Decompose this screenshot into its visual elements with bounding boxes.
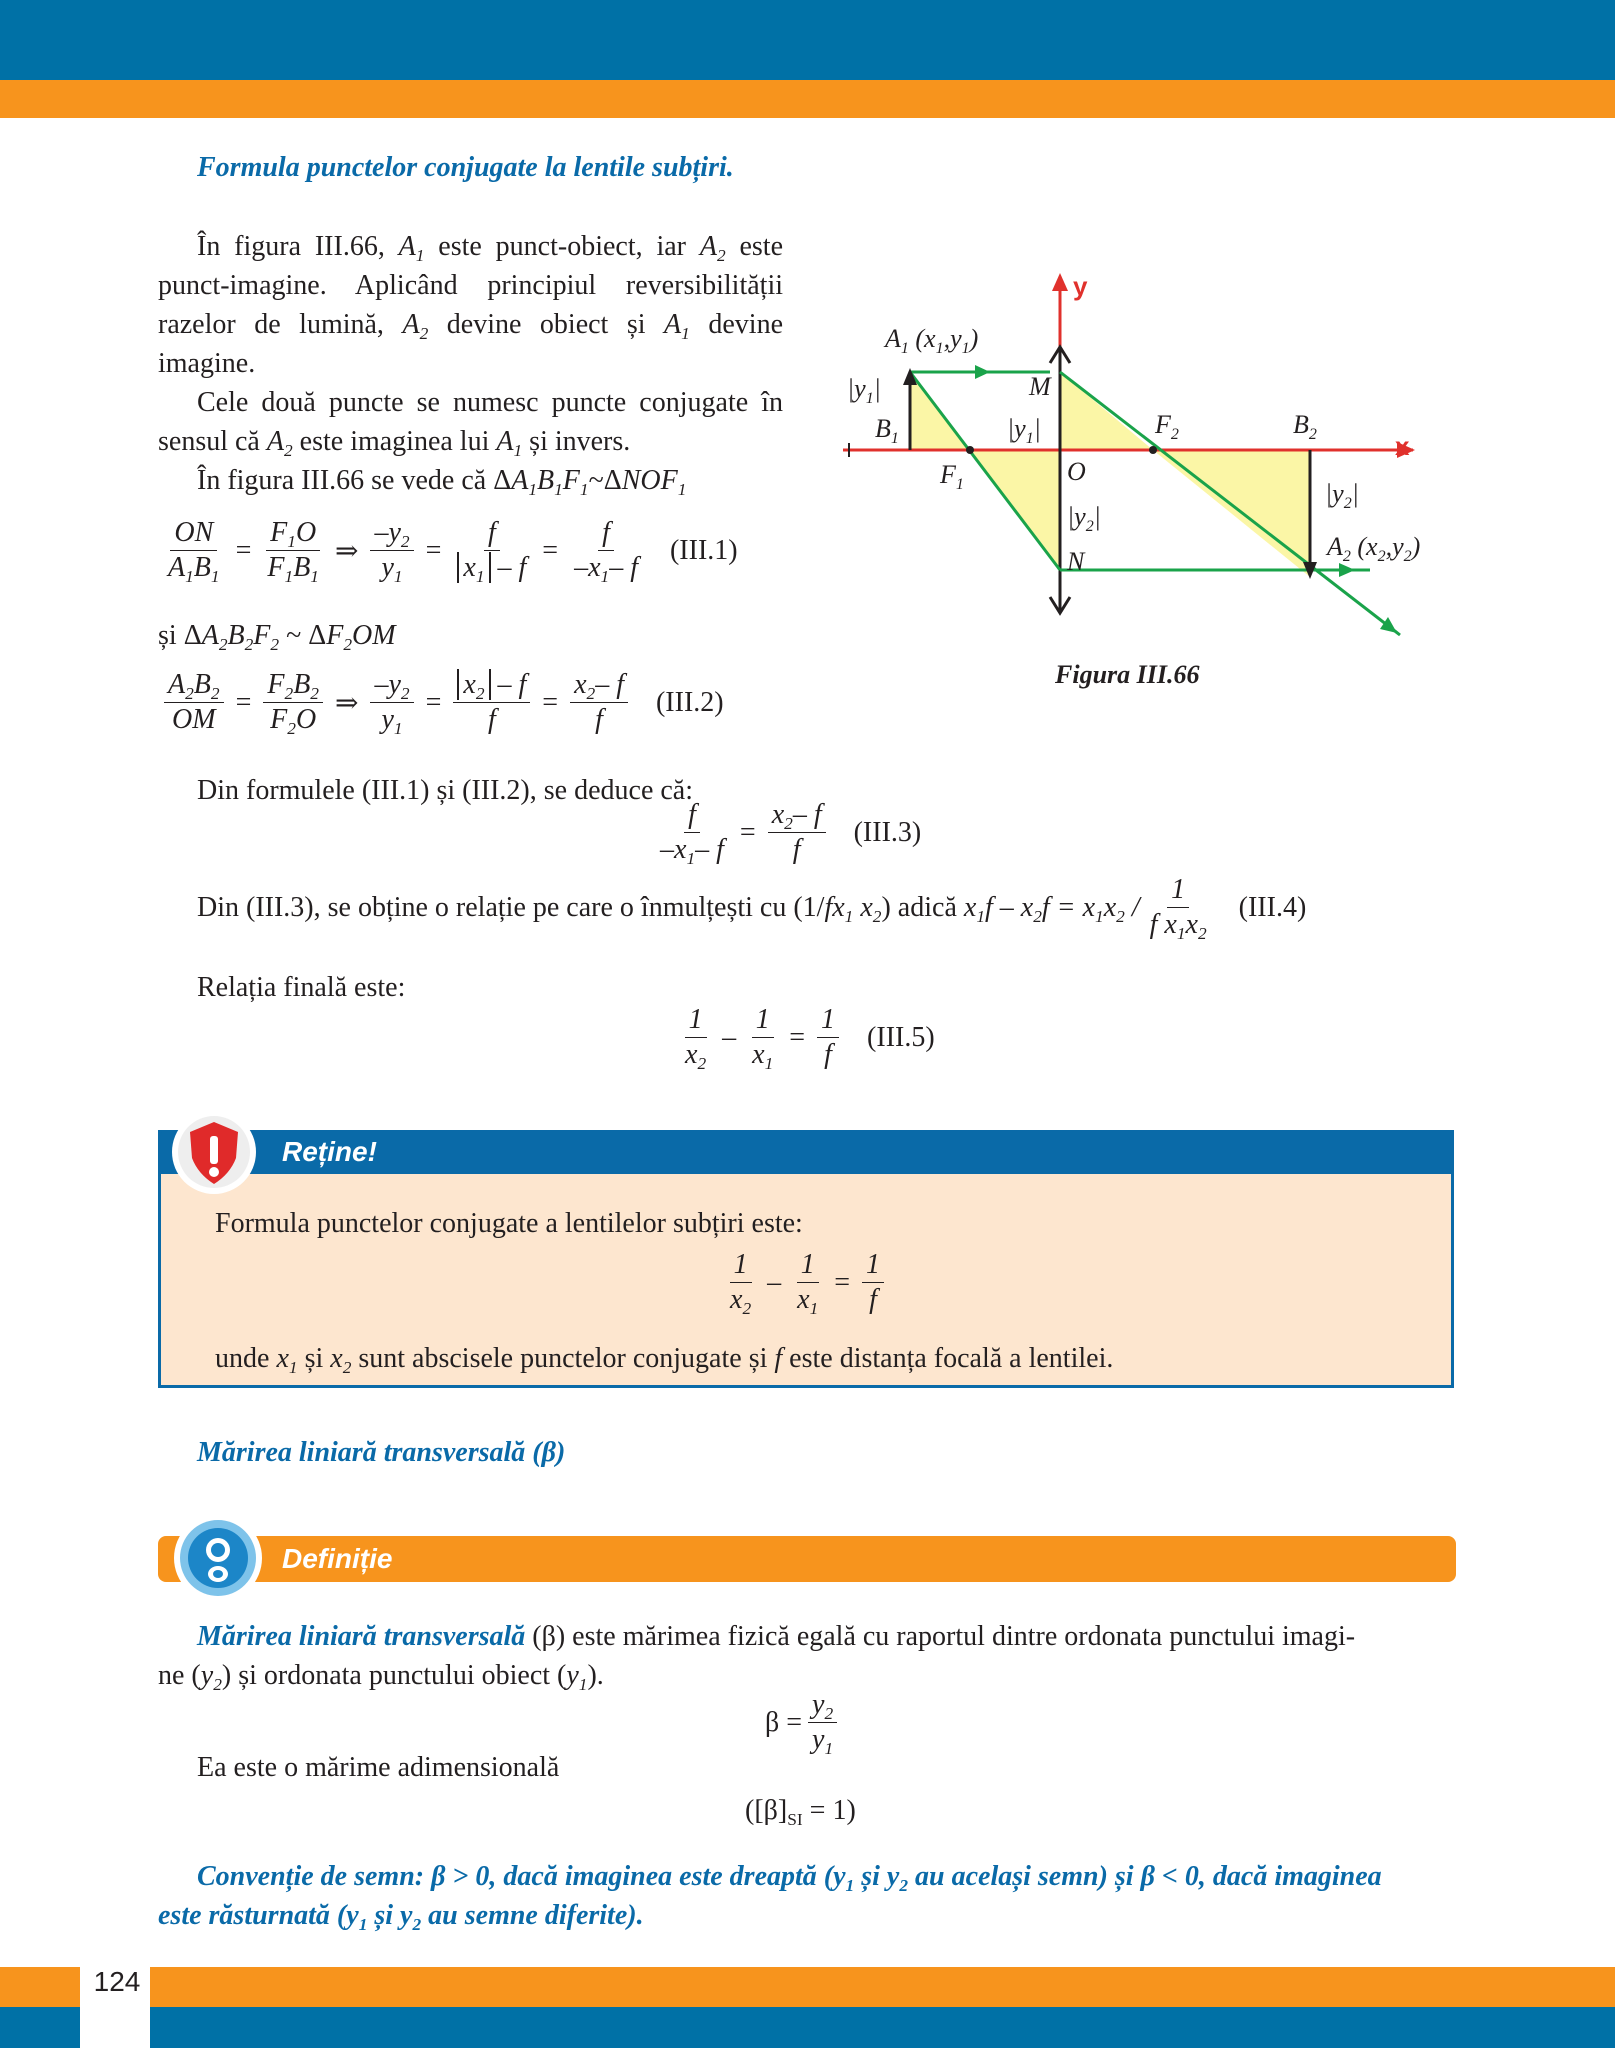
section-title: Formula punctelor conjugate la lentile subțiri. — [197, 152, 734, 183]
svg-text:y: y — [1073, 271, 1088, 301]
retine-line1: Formula punctelor conjugate a lentilelor subțiri este: — [215, 1208, 803, 1239]
equation-III-5: $\frac{1}{x_2}$ – $\frac{1}{x_1}$ = $\frac{1}{f}$ (III.5) — [685, 1004, 935, 1074]
retine-line2: unde $x_1$ și $x_2$ sunt abscisele punctelor conjugate și f este distanța focală a lentilei. — [215, 1343, 1114, 1378]
definitie-title: Definiție — [282, 1543, 393, 1574]
figure-caption: Figura III.66 — [1055, 660, 1200, 689]
figure-III-66 — [835, 265, 1425, 645]
beta-si-unit: $([\beta]_{SI} = 1)$ — [745, 1795, 856, 1830]
equation-III-3: $\frac{f}{-x_1- f}$ = $\frac{x_2- f}{f}$ (III.3) — [660, 799, 922, 869]
svg-text:|y2|: $|y_2|$ — [1325, 479, 1359, 512]
equation-III-2: $\frac{A_2B_2}{OM}$ = $\frac{F_2B_2}{F_2O}$ ⇒ $\frac{-y_2}{y_1}$ = $\frac{x_2 - f}{f}$ = $\frac{x_2- f}{f}$ (III.2) — [158, 670, 724, 735]
footer-orange-band — [0, 1967, 1615, 2007]
svg-text:x: x — [1395, 431, 1410, 461]
equation-III-1: $\frac{ON}{A_1B_1}$ = $\frac{F_1O}{F_1B_1}$ ⇒ $\frac{-y_2}{y_1}$ = $\frac{f}{x_1 - f}$ = $\frac{f}{-x_1- f}$ (III.1) — [168, 517, 738, 587]
page-number: 124 — [93, 1966, 141, 1997]
svg-text:B2: $B_2$ — [1293, 410, 1317, 443]
equation-III-4: Din (III.3), se obține o relație pe care o înmulțești cu (1/ $fx_1$ $x_2$ ) adică $x_1f - x_2f = x_1x_2$ / $\frac{1}{f x_1x_2}$ (III.4) — [197, 874, 1307, 944]
svg-text:M: M — [1029, 372, 1051, 401]
svg-text:N: N — [1067, 547, 1085, 576]
adimensional-text: Ea este o mărime adimensională — [197, 1752, 560, 1783]
paragraph-similar-triangles: În figura III.66 se vede că $\Delta A_1B_1F_1\sim\Delta NOF_1$ — [197, 465, 687, 500]
marirea-title: Mărirea liniară transversală (β) — [197, 1437, 566, 1468]
definitie-text: Mărirea liniară transversală (β) este mărimea fizică egală cu raportul dintre ordonata punctului imagi- ne $(y_2)$ și ordonata punctului obiect $(y_1)$. — [158, 1621, 1356, 1695]
beta-formula: β = $\frac{y_2}{y_1}$ — [765, 1690, 843, 1755]
paragraph-conjugate-definition: Cele două puncte se numesc puncte conjugate în sensul că $A_2$ este imaginea lui $A_1$ și invers. — [158, 387, 783, 461]
header-blue-band — [0, 0, 1615, 80]
paragraph-deduce: Din formulele (III.1) și (III.2), se deduce că: — [197, 775, 694, 806]
header-orange-band — [0, 80, 1615, 118]
info-bulb-icon — [172, 1512, 264, 1604]
conventie-text: Convenție de semn: β > 0, dacă imaginea este dreaptă ($y_1$ și $y_2$ au același semn) și β < 0, dacă imaginea este răsturnată ($y_1$ și $y_2$ au semne diferite). — [158, 1861, 1382, 1935]
svg-text:|y1|: $|y_1|$ — [847, 374, 881, 407]
svg-text:F2: $F_2$ — [1155, 410, 1179, 443]
warning-shield-icon — [170, 1108, 258, 1196]
svg-text:F1: $F_1$ — [940, 460, 964, 493]
footer-blue-band — [0, 2007, 1615, 2048]
paragraph-final-relation: Relația finală este: — [197, 972, 406, 1003]
svg-text:|y1|: $|y_1|$ — [1007, 414, 1041, 447]
paragraph-conjugate-points: În figura III.66, $A_1$ este punct-obiect, iar $A_2$ este punct-imagine. Aplicând principiul reversibilității razelor de lumină, $A_2$ devine obiect și $A_1$ devine imagine. — [158, 231, 783, 379]
svg-text:B1: $B_1$ — [875, 414, 899, 447]
retine-formula: $\frac{1}{x_2}$ – $\frac{1}{x_1}$ = $\frac{1}{f}$ — [720, 1250, 890, 1315]
retine-title: Reține! — [282, 1136, 377, 1167]
paragraph-second-triangles: și $\Delta A_2B_2F_2$ ~ $\Delta F_2OM$ — [158, 620, 396, 655]
svg-text:|y2|: $|y_2|$ — [1067, 502, 1101, 535]
triangle-F2B2A2 — [1153, 450, 1310, 577]
svg-text:A1 (x1,y1): $A_1$ $(x_1,y_1)$ — [885, 324, 979, 357]
svg-text:O: O — [1067, 457, 1086, 486]
y-axis-arrow-icon — [1052, 273, 1068, 291]
svg-text:A2 (x2,y2): $A_2$ $(x_2,y_2)$ — [1327, 532, 1421, 565]
